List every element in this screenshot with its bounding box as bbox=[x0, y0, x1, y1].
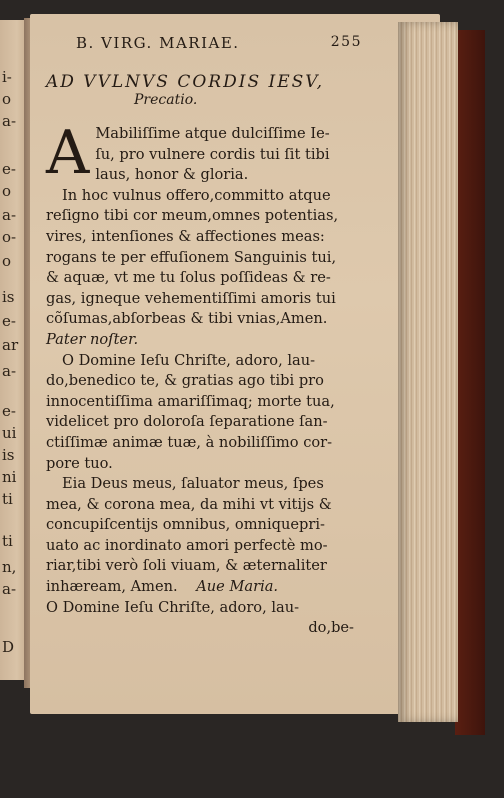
text-line: mea, & corona mea, da mihi vt vitijs & bbox=[46, 495, 332, 513]
text-line: do,benedico te, & gratias ago tibi pro bbox=[46, 372, 324, 390]
paragraph-1 bbox=[46, 118, 398, 188]
left-fragment: a- bbox=[2, 580, 17, 598]
text-line: Eia Deus meus, ſaluator meus, ſpes bbox=[62, 475, 324, 493]
page-number: 255 bbox=[330, 34, 362, 50]
text-line: O Domine Ieſu Chriſte, adoro, lau- bbox=[62, 351, 316, 369]
text-line: & aquæ, vt me tu ſolus poſſideas & re- bbox=[46, 269, 331, 287]
left-fragment: D bbox=[2, 638, 15, 656]
left-fragment: is bbox=[2, 446, 15, 464]
paragraph-3 bbox=[46, 351, 398, 475]
text-line: ctiſſimæ animæ tuæ, à nobiliſſimo cor- bbox=[46, 433, 333, 451]
prayer-subtitle: Precatio. bbox=[134, 92, 198, 108]
left-fragment: i- bbox=[2, 68, 12, 86]
text-line: vires, intenſiones & affectiones meas: bbox=[46, 227, 325, 245]
left-fragment: is bbox=[2, 288, 15, 306]
left-fragment: a- bbox=[2, 112, 17, 130]
left-fragment: ti bbox=[2, 532, 13, 550]
paragraph-4 bbox=[46, 474, 398, 598]
text-line: riar,tibi verò ſoli viuam, & æternaliter bbox=[46, 557, 327, 575]
text-line: ſu, pro vulnere cordis tui ſit tibi bbox=[95, 145, 330, 163]
text-line: gas, igneque vehementiſſimi amoris tui bbox=[46, 289, 336, 307]
book-cover bbox=[455, 30, 485, 735]
paragraph-2 bbox=[46, 186, 398, 351]
left-fragment: a- bbox=[2, 362, 17, 380]
text-line: videlicet pro doloroſa ſeparatione ſan- bbox=[46, 413, 328, 431]
paragraph-5 bbox=[46, 598, 398, 619]
left-fragment: o- bbox=[2, 228, 17, 246]
text-fragment: inhæream, Amen. bbox=[46, 578, 178, 596]
left-fragment: ti bbox=[2, 490, 13, 508]
page-header bbox=[46, 30, 398, 56]
running-head: B. VIRG. MARIAE. bbox=[76, 34, 240, 52]
left-fragment: o bbox=[2, 252, 12, 270]
left-fragment: e- bbox=[2, 312, 16, 330]
prayer-body bbox=[46, 118, 398, 639]
left-fragment: a- bbox=[2, 206, 17, 224]
text-line: rogans te per effuſionem Sanguinis tui, bbox=[46, 248, 337, 266]
text-line: pore tuo. bbox=[46, 454, 113, 472]
text-line: uato ac inordinato amori perfectè mo- bbox=[46, 536, 328, 554]
text-line: innocentiſſima amariſſimaq; morte tua, bbox=[46, 392, 335, 410]
text-line bbox=[46, 577, 398, 598]
text-line: In hoc vulnus offero,committo atque bbox=[62, 186, 331, 204]
page-text bbox=[46, 30, 398, 639]
text-line: reſigno tibi cor meum,omnes potentias, bbox=[46, 207, 339, 225]
left-fragment: o bbox=[2, 182, 12, 200]
left-fragment: e- bbox=[2, 160, 16, 178]
text-line: O Domine Ieſu Chriſte, adoro, lau- bbox=[46, 598, 300, 616]
text-line: Pater noſter. bbox=[46, 330, 139, 348]
page-edges bbox=[398, 22, 458, 722]
left-fragment: e- bbox=[2, 402, 16, 420]
text-fragment: Aue Maria. bbox=[196, 578, 279, 596]
text-line: laus, honor & gloria. bbox=[95, 166, 249, 184]
left-fragment: n, bbox=[2, 558, 17, 576]
prayer-title: AD VVLNVS CORDIS IESV, bbox=[46, 72, 324, 92]
text-line: concupiſcentijs omnibus, omniqueprі- bbox=[46, 516, 325, 534]
left-fragment: ni bbox=[2, 468, 17, 486]
left-fragment: ar bbox=[2, 336, 19, 354]
catchword: do,be- bbox=[308, 619, 354, 637]
text-line: cõſumas,abſorbeas & tibi vnias,Amen. bbox=[46, 310, 328, 328]
left-fragment: o bbox=[2, 90, 12, 108]
left-fragment: ui bbox=[2, 424, 17, 442]
drop-cap: A bbox=[46, 118, 90, 188]
text-line: Mabiliſſime atque dulciſſime Ie- bbox=[95, 125, 330, 142]
